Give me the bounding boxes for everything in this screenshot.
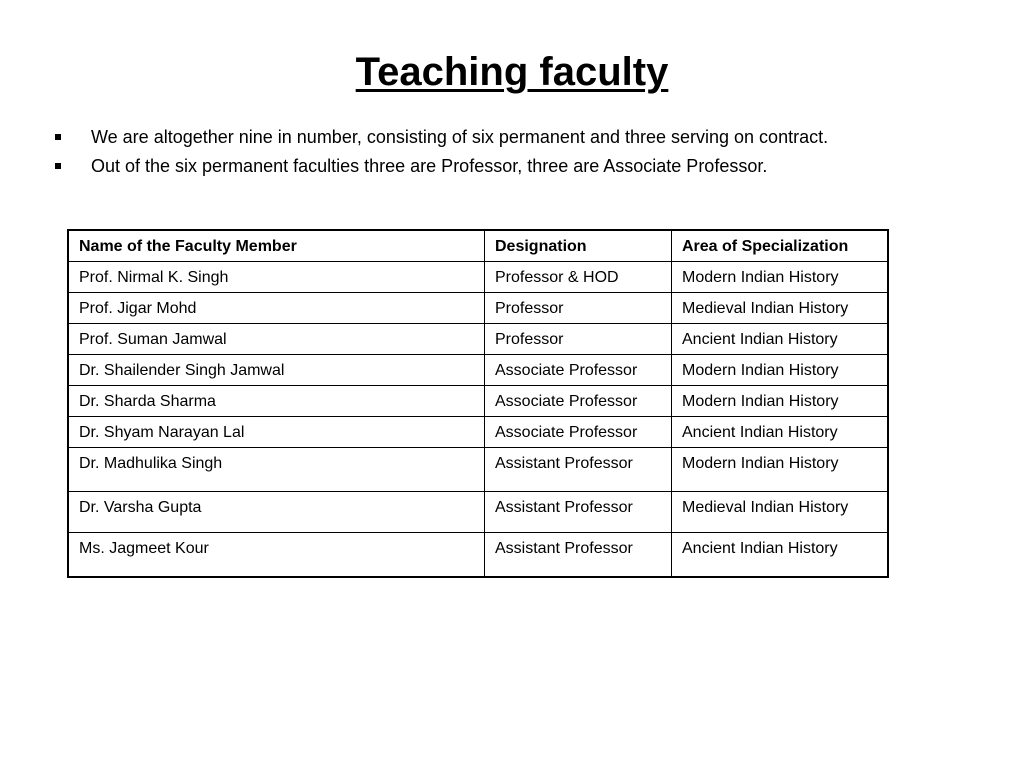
bullet-list [55, 125, 885, 183]
column-header-specialization: Area of Specialization [672, 230, 889, 262]
faculty-name-cell: Prof. Jigar Mohd [68, 293, 485, 324]
table-row [68, 533, 888, 578]
faculty-name-cell: Dr. Varsha Gupta [68, 492, 485, 533]
table-row [68, 262, 888, 293]
table-row [68, 448, 888, 492]
specialization-cell: Modern Indian History [672, 386, 889, 417]
designation-cell: Professor [485, 324, 672, 355]
table-row [68, 492, 888, 533]
faculty-name-cell: Dr. Sharda Sharma [68, 386, 485, 417]
faculty-name-cell: Dr. Shyam Narayan Lal [68, 417, 485, 448]
bullet-text: We are altogether nine in number, consisting of six permanent and three serving on contract. [91, 127, 829, 147]
table-header-row [68, 230, 888, 262]
bullet-text: Out of the six permanent faculties three are Professor, three are Associate Professor. [91, 156, 768, 176]
faculty-name-cell: Dr. Shailender Singh Jamwal [68, 355, 485, 386]
table-row [68, 293, 888, 324]
faculty-name-cell: Prof. Suman Jamwal [68, 324, 485, 355]
faculty-table [67, 229, 889, 578]
specialization-cell: Modern Indian History [672, 355, 889, 386]
designation-cell: Associate Professor [485, 417, 672, 448]
table-row [68, 324, 888, 355]
specialization-cell: Medieval Indian History [672, 492, 889, 533]
specialization-cell: Modern Indian History [672, 448, 889, 492]
specialization-cell: Ancient Indian History [672, 324, 889, 355]
bullet-item [55, 154, 885, 178]
page-title: Teaching faculty [355, 50, 669, 94]
designation-cell: Assistant Professor [485, 448, 672, 492]
faculty-name-cell: Dr. Madhulika Singh [68, 448, 485, 492]
table-row [68, 386, 888, 417]
designation-cell: Assistant Professor [485, 533, 672, 578]
specialization-cell: Modern Indian History [672, 262, 889, 293]
column-header-designation: Designation [485, 230, 672, 262]
table-row [68, 417, 888, 448]
specialization-cell: Ancient Indian History [672, 533, 889, 578]
faculty-name-cell: Ms. Jagmeet Kour [68, 533, 485, 578]
bullet-item [55, 125, 885, 149]
specialization-cell: Ancient Indian History [672, 417, 889, 448]
table-row [68, 355, 888, 386]
faculty-name-cell: Prof. Nirmal K. Singh [68, 262, 485, 293]
designation-cell: Associate Professor [485, 355, 672, 386]
designation-cell: Professor [485, 293, 672, 324]
specialization-cell: Medieval Indian History [672, 293, 889, 324]
designation-cell: Professor & HOD [485, 262, 672, 293]
designation-cell: Assistant Professor [485, 492, 672, 533]
designation-cell: Associate Professor [485, 386, 672, 417]
column-header-name: Name of the Faculty Member [68, 230, 485, 262]
square-bullet-icon [55, 163, 61, 169]
square-bullet-icon [55, 134, 61, 140]
